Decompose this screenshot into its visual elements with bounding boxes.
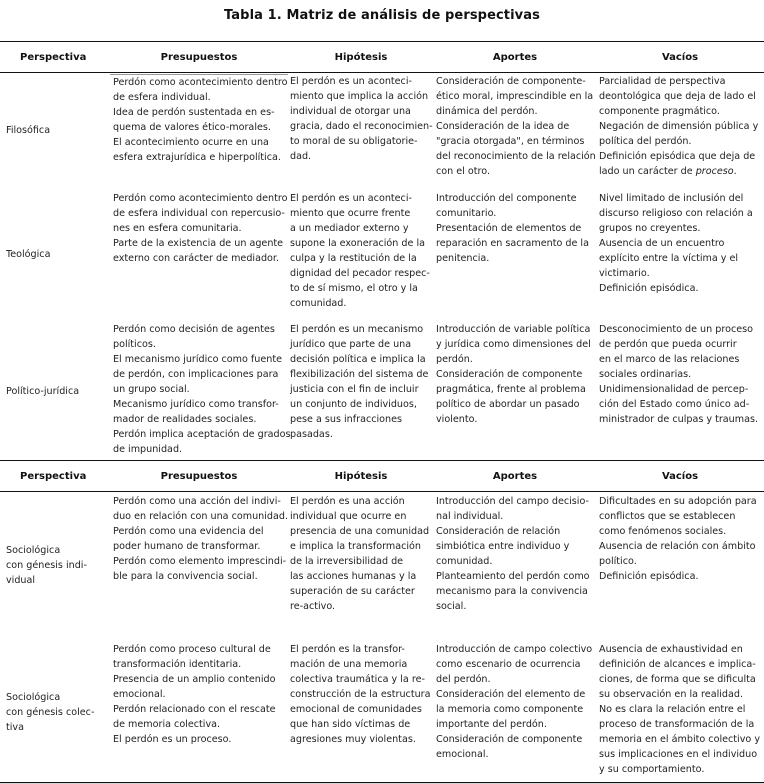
cell-text-line: dignidad del pecador respec- xyxy=(290,268,430,279)
cell-text-line: comunidad. xyxy=(436,556,493,567)
cell-text-line: flexibilización del sistema de xyxy=(290,369,429,380)
cell-text-line: Ausencia de un encuentro xyxy=(599,238,725,249)
cell-text-line: Nivel limitado de inclusión del xyxy=(599,193,744,204)
cell-text-line: grupos no creyentes. xyxy=(599,223,701,234)
cell-text-line: esfera extrajurídica e hiperpolítica. xyxy=(113,152,281,163)
cell-text-line: social. xyxy=(436,601,467,612)
cell-text-line: su observación en la realidad. xyxy=(599,689,744,700)
cell-text-line: Sociológica xyxy=(6,691,61,703)
cell-text-line: miento que ocurre frente xyxy=(290,208,411,219)
cell-text-line: Consideración de componente- xyxy=(436,76,586,87)
cell-text-line: El perdón es un aconteci- xyxy=(290,76,412,87)
cell-text-line: Ausencia de exhaustividad en xyxy=(599,644,743,655)
cell-text-line: decisión política e implica la xyxy=(290,354,426,365)
cell-text-line: to de sí mismo, el otro y la xyxy=(290,283,418,294)
cell-text-line: emocional. xyxy=(436,749,489,760)
cell-text-line: gracia, dado el reconocimien- xyxy=(290,121,433,132)
cell-text-line: Sociológica xyxy=(6,544,61,556)
cell-text-line: El acontecimiento ocurre en una xyxy=(113,137,269,148)
cell-text-line: conflictos que se establecen xyxy=(599,511,736,522)
table-row xyxy=(0,636,764,782)
cell-text-line: Introducción de variable política xyxy=(436,324,591,335)
cell-text-line: sus implicaciones en el individuo xyxy=(599,749,758,760)
cell-presupuestos xyxy=(110,494,288,636)
cell-text-line: presencia de una comunidad xyxy=(290,526,430,537)
cell-text-line: Político-jurídica xyxy=(6,385,80,397)
cell-text-line: No es clara la relación entre el xyxy=(599,704,746,715)
cell-text-line: de la irreversibilidad de xyxy=(290,556,404,567)
cell-text-line: Filosófica xyxy=(6,124,51,136)
cell-aportes xyxy=(434,642,596,782)
cell-vacios xyxy=(596,322,764,460)
cell-hipotesis xyxy=(288,494,434,636)
cell-text-line: simbiótica entre individuo y xyxy=(436,541,570,552)
cell-text-line: individual que ocurre en xyxy=(290,511,407,522)
cell-text-line: pragmática, frente al problema xyxy=(436,384,586,395)
cell-text-line: discurso religioso con relación a xyxy=(599,208,753,219)
cell-text-line: Introducción del campo decisio- xyxy=(436,496,589,507)
cell-text-line: Perdón como una evidencia del xyxy=(113,526,264,537)
cell-text-line: transformación identitaria. xyxy=(113,659,242,670)
cell-vacios xyxy=(596,642,764,782)
table-row xyxy=(0,186,764,318)
cell-text-line: Consideración de componente xyxy=(436,734,583,745)
cell-text-line: mador de realidades sociales. xyxy=(113,414,257,425)
cell-text-line: definición de alcances e implica- xyxy=(599,659,756,670)
cell-text-line: poder humano de transformar. xyxy=(113,541,261,552)
cell-text-line: a un mediador externo y xyxy=(290,223,409,234)
cell-text-line: Consideración de la idea de xyxy=(436,121,570,132)
table-title: Tabla 1. Matriz de análisis de perspectivas xyxy=(224,8,540,23)
cell-text-line: Mecanismo jurídico como transfor- xyxy=(113,399,279,410)
cell-text-line: Negación de dimensión pública y xyxy=(599,121,759,132)
cell-text-line: mación de una memoria xyxy=(290,659,408,670)
cell-presupuestos xyxy=(110,322,291,460)
cell-text-line: vidual xyxy=(6,574,36,586)
cell-text-line: El mecanismo jurídico como fuente xyxy=(113,354,283,365)
cell-text-line: con génesis colec- xyxy=(6,706,95,718)
header-rule xyxy=(0,72,764,73)
cell-text-line: Dificultades en su adopción para xyxy=(599,496,757,507)
table-part-1 xyxy=(0,41,764,461)
cell-text-line: pese a sus infracciones xyxy=(290,414,403,425)
header-perspectiva: Perspectiva xyxy=(20,51,87,63)
cell-text-line: supone la exoneración de la xyxy=(290,238,425,249)
cell-text-line: como fenómenos sociales. xyxy=(599,526,727,537)
cell-text-line: Consideración de componente xyxy=(436,369,583,380)
cell-text-line: comunitario. xyxy=(436,208,497,219)
table-row xyxy=(0,492,764,636)
header-vacios: Vacíos xyxy=(661,51,699,63)
cell-text-line: culpa y la restitución de la xyxy=(290,253,417,264)
cell-text-line: un conjunto de individuos, xyxy=(290,399,417,410)
cell-text-line: Desconocimiento de un proceso xyxy=(599,324,753,335)
header-row xyxy=(0,461,764,491)
cell-text-line: Teológica xyxy=(6,249,51,260)
cell-text-line: Planteamiento del perdón como xyxy=(436,571,590,582)
cell-text-line: nes en esfera comunitaria. xyxy=(113,223,242,234)
header-perspectiva: Perspectiva xyxy=(20,470,87,482)
cell-text-line: y jurídica como dimensiones del xyxy=(436,339,591,350)
cell-text-line: nal individual. xyxy=(436,511,504,522)
cell-text-line: mecanismo para la convivencia xyxy=(436,586,588,597)
cell-text-line: con el otro. xyxy=(436,166,491,177)
cell-text-line: de perdón que pueda ocurrir xyxy=(599,339,737,350)
cell-text-line: El perdón es una acción xyxy=(290,496,405,507)
header-hipotesis: Hipótesis xyxy=(334,51,388,63)
cell-text-line: del reconocimiento de la relación xyxy=(436,151,596,162)
cell-text-line: victimario. xyxy=(599,268,650,279)
header-vacios: Vacíos xyxy=(661,470,699,482)
cell-text-line: sociales ordinarias. xyxy=(599,369,692,380)
cell-perspectiva xyxy=(0,642,110,782)
cell-aportes xyxy=(434,494,596,636)
table-part-2 xyxy=(0,460,764,783)
cell-text-line: perdón. xyxy=(436,354,473,365)
cell-text-line: Perdón implica aceptación de grados xyxy=(113,429,291,440)
cell-text-line: importante del perdón. xyxy=(436,719,547,730)
cell-perspectiva xyxy=(0,322,110,460)
cell-text-line: agresiones muy violentas. xyxy=(290,734,416,745)
cell-text-line: Definición episódica. xyxy=(599,571,699,582)
cell-text-line: tiva xyxy=(6,721,24,733)
cell-presupuestos xyxy=(110,642,288,782)
cell-text-line: Parte de la existencia de un agente xyxy=(113,238,284,249)
cell-text-line: dad. xyxy=(290,151,312,162)
cell-text-line: construcción de la estructura xyxy=(290,689,431,700)
cell-vacios xyxy=(596,191,764,318)
cell-text-line: político. xyxy=(599,556,637,567)
cell-text-line: penitencia. xyxy=(436,253,490,264)
cell-text-line: El perdón es un aconteci- xyxy=(290,193,412,204)
cell-text-line: Consideración del elemento de xyxy=(436,689,586,700)
cell-hipotesis xyxy=(288,74,434,186)
cell-text-line: lado un carácter de proceso. xyxy=(599,166,737,177)
cell-text-line: Perdón como decisión de agentes xyxy=(113,324,275,335)
cell-text-line: Introducción de campo colectivo xyxy=(436,644,593,655)
cell-text-line: Perdón como acontecimiento dentro xyxy=(113,193,288,204)
cell-text-line: de esfera individual con repercusio- xyxy=(113,208,285,219)
cell-text-line: Unidimensionalidad de percep- xyxy=(599,384,749,395)
cell-text-line: El perdón es la transfor- xyxy=(290,644,405,655)
cell-text-line: jurídico que parte de una xyxy=(290,339,412,350)
cell-text-line: política del perdón. xyxy=(599,136,692,147)
header-presupuestos: Presupuestos xyxy=(160,51,238,63)
cell-text-line: duo en relación con una comunidad. xyxy=(113,511,289,522)
cell-text-line: del perdón. xyxy=(436,674,491,685)
header-presupuestos: Presupuestos xyxy=(160,470,238,482)
header-aportes: Aportes xyxy=(492,51,538,63)
cell-text-line: emocional. xyxy=(113,689,166,700)
cell-text-line: las acciones humanas y la xyxy=(290,571,417,582)
cell-text-line: Perdón como elemento imprescindi- xyxy=(113,556,287,567)
cell-text-line: superación de su carácter xyxy=(290,586,415,597)
cell-aportes xyxy=(434,191,596,318)
header-rule xyxy=(0,491,764,492)
cell-text-line: de perdón, con implicaciones para xyxy=(113,369,279,380)
cell-text-line: colectiva traumática y la re- xyxy=(290,674,425,685)
cell-text-line: comunidad. xyxy=(290,298,347,309)
cell-hipotesis xyxy=(288,322,434,460)
cell-vacios xyxy=(596,74,764,186)
header-row xyxy=(0,42,764,72)
cell-text-line: ble para la convivencia social. xyxy=(113,571,258,582)
cell-text-line: quema de valores ético-morales. xyxy=(113,122,271,133)
cell-text-line: Ausencia de relación con ámbito xyxy=(599,541,756,552)
cell-text-line: político de abordar un pasado xyxy=(436,399,580,410)
cell-text-line: Introducción del componente xyxy=(436,193,577,204)
cell-text-line: e implica la transformación xyxy=(290,541,421,552)
header-aportes: Aportes xyxy=(492,470,538,482)
cell-text-line: miento que implica la acción xyxy=(290,91,429,102)
cell-text-line: explícito entre la víctima y el xyxy=(599,253,739,264)
cell-text-line: individual de otorgar una xyxy=(290,106,411,117)
cell-text-line: ministrador de culpas y traumas. xyxy=(599,414,759,425)
cell-perspectiva xyxy=(0,191,110,318)
cell-aportes xyxy=(434,74,596,186)
cell-hipotesis xyxy=(288,642,434,782)
cell-text-line: políticos. xyxy=(113,339,156,350)
cell-aportes xyxy=(434,322,596,460)
cell-text-line: un grupo social. xyxy=(113,384,190,395)
cell-text-line: Perdón como acontecimiento dentro xyxy=(113,77,288,88)
cell-text-line: con génesis indi- xyxy=(6,559,87,571)
cell-vacios xyxy=(596,494,764,636)
cell-text-line: de memoria colectiva. xyxy=(113,719,221,730)
cell-text-line: la memoria como componente xyxy=(436,704,584,715)
cell-text-line: ético moral, imprescindible en la xyxy=(436,91,594,102)
cell-text-line: "gracia otorgada", en términos xyxy=(436,136,585,147)
cell-text-line: externo con carácter de mediador. xyxy=(113,253,280,264)
cell-text-line: Perdón relacionado con el rescate xyxy=(113,704,276,715)
cell-text-line: en el marco de las relaciones xyxy=(599,354,740,365)
cell-text-line: re-activo. xyxy=(290,601,336,612)
cell-text-line: Definición episódica que deja de xyxy=(599,151,756,162)
cell-text-line: ción del Estado como único ad- xyxy=(599,399,750,410)
cell-text-line: de impunidad. xyxy=(113,444,183,455)
cell-presupuestos xyxy=(110,74,288,186)
cell-text-line: que han sido víctimas de xyxy=(290,719,411,730)
cell-text-line: Idea de perdón sustentada en es- xyxy=(113,107,275,118)
cell-text-line: Presencia de un amplio contenido xyxy=(113,674,276,685)
table-row xyxy=(0,318,764,460)
cell-text-line: como escenario de ocurrencia xyxy=(436,659,581,670)
cell-text-line: violento. xyxy=(436,414,478,425)
cell-text-line: componente pragmático. xyxy=(599,106,720,117)
cell-text-line: to moral de su obligatorie- xyxy=(290,136,418,147)
header-hipotesis: Hipótesis xyxy=(334,470,388,482)
cell-text-line: Definición episódica. xyxy=(599,283,699,294)
cell-text-line: Perdón como proceso cultural de xyxy=(113,644,271,655)
cell-perspectiva xyxy=(0,494,110,636)
cell-text-line: reparación en sacramento de la xyxy=(436,238,589,249)
cell-text-line: El perdón es un mecanismo xyxy=(290,324,424,335)
cell-text-line: justicia con el fin de incluir xyxy=(290,384,419,395)
cell-text-line: emocional de comunidades xyxy=(290,704,422,715)
cell-text-line: pasadas. xyxy=(290,429,333,440)
cell-text-line: El perdón es un proceso. xyxy=(113,734,232,745)
cell-hipotesis xyxy=(288,191,434,318)
cell-text-line: Consideración de relación xyxy=(436,526,561,537)
cell-text-line: y su comportamiento. xyxy=(599,764,705,775)
cell-text-line: dinámica del perdón. xyxy=(436,106,538,117)
cell-text-line: Perdón como una acción del indivi- xyxy=(113,496,281,507)
cell-presupuestos xyxy=(110,191,288,318)
cell-text-line: proceso de transformación de la xyxy=(599,719,755,730)
cell-text-line: deontológica que deja de lado el xyxy=(599,91,756,102)
table-row xyxy=(0,73,764,186)
cell-text-line: Presentación de elementos de xyxy=(436,223,582,234)
cell-text-line: Parcialidad de perspectiva xyxy=(599,76,726,87)
cell-text-line: memoria en el ámbito colectivo y xyxy=(599,734,760,745)
cell-text-line: ciones, de forma que se dificulta xyxy=(599,674,756,685)
cell-perspectiva xyxy=(0,74,110,186)
cell-text-line: de esfera individual. xyxy=(113,92,211,103)
